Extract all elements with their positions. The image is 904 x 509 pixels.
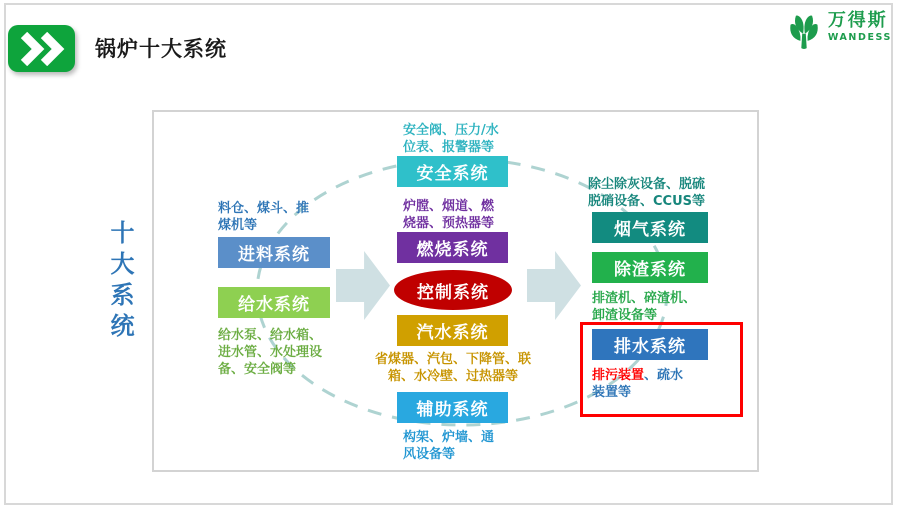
header-badge	[8, 25, 75, 72]
box-flue-gas-system: 烟气系统	[592, 212, 708, 243]
logo-text	[828, 12, 892, 43]
logo-name-cn: 万得斯	[827, 10, 888, 31]
note-slag-removal-system: 排渣机、碎渣机、卸渣设备等	[592, 291, 697, 324]
note-safety-system: 安全阀、压力/水位表、报警器等	[403, 123, 499, 156]
note-drain-system	[592, 367, 694, 401]
logo-name-en: WANDESS	[827, 32, 892, 43]
box-auxiliary-system: 辅助系统	[397, 392, 508, 423]
box-feed-system: 进料系统	[218, 237, 330, 268]
box-safety-system: 安全系统	[397, 156, 508, 187]
double-chevron-right-icon	[18, 32, 66, 66]
note-drain-part2: 、疏水装置等	[592, 368, 684, 401]
box-combustion-system: 燃烧系统	[397, 232, 508, 263]
box-steam-water-system: 汽水系统	[397, 315, 508, 346]
note-feed-system: 料仓、煤斗、推煤机等	[218, 201, 310, 234]
page-title: 锅炉十大系统	[95, 37, 227, 61]
note-feedwater-system: 给水泵、给水箱、进水管、水处理设备、安全阀等	[218, 328, 323, 378]
wandess-logo	[786, 12, 892, 50]
note-combustion-system: 炉膛、烟道、燃烧器、预热器等	[403, 199, 495, 232]
box-slag-removal-system: 除渣系统	[592, 252, 708, 283]
note-steam-water-system: 省煤器、汽包、下降管、联箱、水冷壁、过热器等	[374, 352, 531, 385]
note-flue-gas-system: 除尘除灰设备、脱硫脱硝设备、CCUS等	[588, 177, 706, 210]
wandess-plant-icon	[786, 12, 822, 50]
box-feedwater-system: 给水系统	[218, 287, 330, 318]
note-drain-part1: 排污装置	[592, 368, 645, 383]
box-control-system: 控制系统	[394, 270, 512, 310]
box-drain-system: 排水系统	[592, 329, 708, 360]
side-label: 十大系统	[106, 220, 134, 344]
note-auxiliary-system: 构架、炉墙、通风设备等	[403, 430, 495, 463]
